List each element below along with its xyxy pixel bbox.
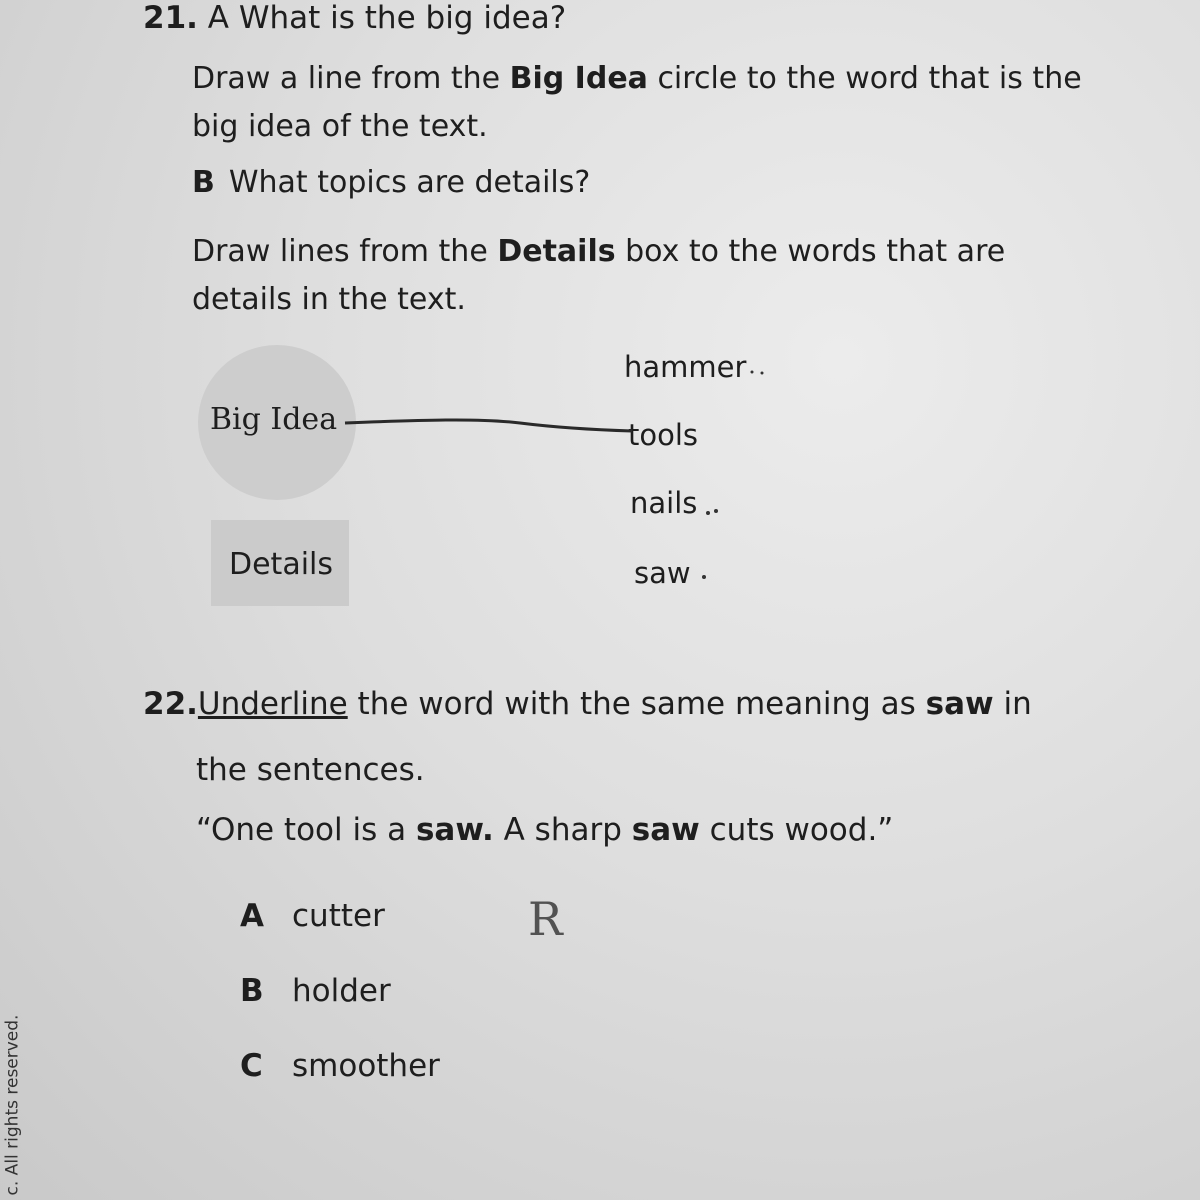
- pencil-dot: [702, 575, 706, 579]
- option-c-letter: C: [240, 1048, 263, 1084]
- big-idea-to-tools-line: [345, 420, 632, 431]
- question-22-line2: the sentences.: [196, 752, 425, 788]
- big-idea-label: Big Idea: [210, 402, 338, 437]
- quote-text: cuts wood.”: [699, 812, 894, 848]
- part-b-letter: B: [192, 165, 215, 200]
- option-c[interactable]: [240, 1048, 440, 1084]
- word-nails[interactable]: nails: [630, 486, 698, 520]
- question-22-heading: [143, 686, 1032, 722]
- handwritten-answer: R: [528, 892, 563, 946]
- part-a-letter: A: [207, 0, 229, 36]
- pencil-dot: [751, 371, 754, 374]
- option-a[interactable]: [240, 898, 385, 934]
- question-21-number: 21.: [143, 0, 198, 36]
- quote-bold: saw.: [415, 812, 494, 848]
- part-b-question: What topics are details?: [228, 165, 591, 200]
- option-a-letter: A: [240, 898, 264, 934]
- instruction-text: circle to the word that is the big idea of the text.: [192, 61, 1082, 144]
- option-a-text[interactable]: cutter: [292, 898, 385, 934]
- option-c-text[interactable]: smoother: [292, 1048, 440, 1084]
- question-22-text: the word with the same meaning as: [347, 686, 926, 722]
- instruction-text: Draw lines from the: [192, 234, 498, 269]
- pencil-dot: [761, 372, 764, 375]
- word-hammer[interactable]: hammer: [624, 350, 747, 384]
- question-22-text: in: [993, 686, 1032, 722]
- underline-word: Underline: [197, 686, 348, 722]
- word-saw[interactable]: saw: [634, 556, 691, 590]
- option-b[interactable]: [240, 973, 391, 1009]
- instruction-bold-big-idea: Big Idea: [509, 61, 648, 96]
- option-b-text[interactable]: holder: [292, 973, 391, 1009]
- instruction-text: Draw a line from the: [192, 61, 510, 96]
- question-22-number: 22.: [143, 686, 198, 722]
- part-a-question: What is the big idea?: [238, 0, 567, 36]
- quote-text: A sharp: [493, 812, 632, 848]
- option-b-letter: B: [240, 973, 264, 1009]
- quote-text: “One tool is a: [196, 812, 416, 848]
- quote-bold: saw: [631, 812, 700, 848]
- instruction-bold-details: Details: [497, 234, 616, 269]
- pencil-dot: [706, 511, 710, 515]
- details-label: Details: [229, 547, 334, 582]
- question-22-bold-saw: saw: [925, 686, 994, 722]
- word-tools[interactable]: tools: [628, 418, 699, 452]
- instruction-text: box to the words that are details in the text.: [192, 234, 1006, 317]
- copyright-notice: c. All rights reserved.: [2, 1014, 23, 1196]
- quoted-sentences: [196, 812, 893, 848]
- pencil-dot: [714, 509, 718, 513]
